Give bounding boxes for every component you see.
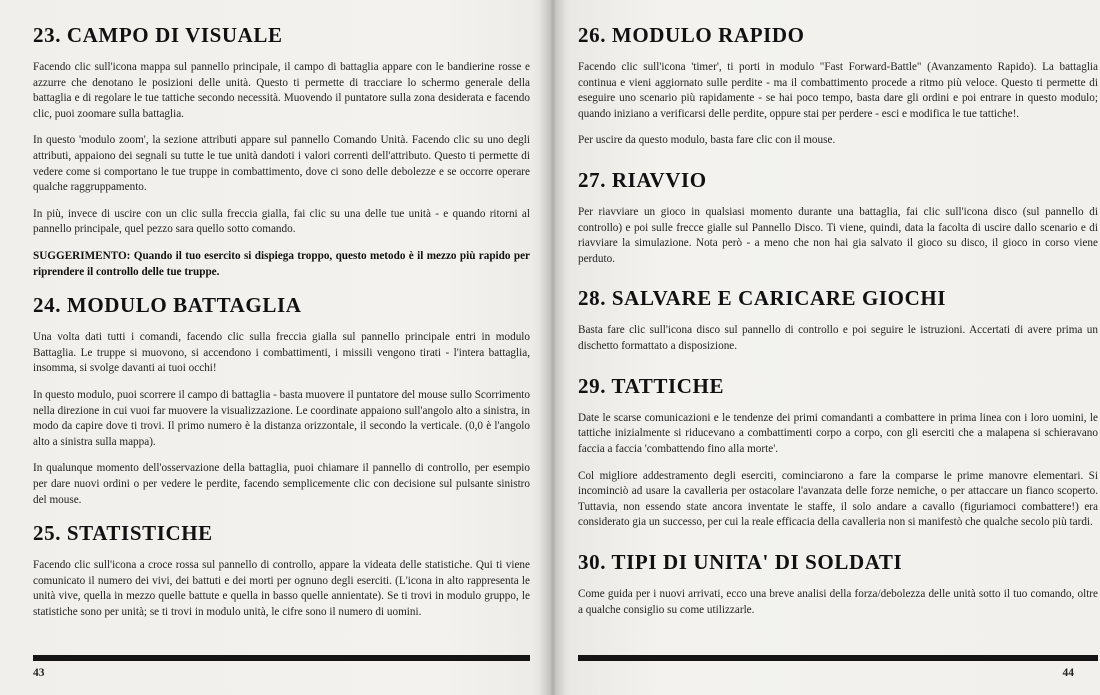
section-title: 28. SALVARE E CARICARE GIOCHI xyxy=(578,286,947,311)
paragraph: Per uscire da questo modulo, basta fare clic con il mouse. xyxy=(578,134,836,147)
section-title: 24. MODULO BATTAGLIA xyxy=(33,293,302,318)
section-24 xyxy=(33,294,530,508)
section-title: 30. TIPI DI UNITA' DI SOLDATI xyxy=(578,549,903,574)
section-27 xyxy=(578,169,1098,267)
section-29 xyxy=(578,375,1098,531)
paragraph: Una volta dati tutti i comandi, facendo clic sulla freccia gialla sul pannello principale entri in modulo Battaglia. Le truppe si muovono, si accendono i combattimenti, i missili vengono tirati - l'intera battaglia, insomma, si svolge davanti ai tuoi occhi! xyxy=(33,331,530,375)
paragraph: Per riavviare un gioco in qualsiasi momento durante una battaglia, fai clic sull'icona disco (sul pannello di controllo) e poi sulle frecce gialle sul Pannello Disco. Ti viene, quindi, data la facolta di uscire dallo scenario e di riavviare la simulazione. Nota però - a meno che non hai gia salvato il gioco su disco, il gioco in corso viene perduto. xyxy=(578,206,1098,265)
right-page-content xyxy=(578,24,1098,629)
section-title: 23. CAMPO DI VISUALE xyxy=(33,23,283,47)
footer-rule xyxy=(578,655,1098,661)
paragraph: Col migliore addestramento degli eserciti, cominciarono a fare la comparse le prime manovre elementari. Si incominciò ad usare la cavalleria per ostacolare l'avanzata delle forze nemiche, o per attaccare un fianco scoperto. Tuttavia, non essendo state ancora inventate le staffe, il solo andare a cavallo (figuriamoci combattere!) era considerato gia un successo, per cui la reale efficacia della cavalleria non si manifestò che qualche secolo più tardi. xyxy=(578,469,1098,529)
section-title: 29. TATTICHE xyxy=(578,373,725,398)
paragraph: In questo modulo, puoi scorrere il campo di battaglia - basta muovere il puntatore del mouse sullo Scorrimento nella direzione in cui vuoi far muovere la visualizzazione. Le coordinate appaiono sull'angolo alto a sinistra, in modo da capire dove ti trovi. Il primo numero è la distanza orizzontale, il secondo la verticale. (0,0 è l'angolo alto a sinistra sulla mappa). xyxy=(33,389,530,448)
section-28 xyxy=(578,287,1098,354)
paragraph: Facendo clic sull'icona a croce rossa sul pannello di controllo, appare la videata delle statistiche. Qui ti viene comunicato il numero dei vivi, dei battuti e dei morti per ognuno degli eserciti. (L'icona in alto rappresenta le unità vive, quella in mezzo quelle battute e quella in basso quelle annientate). Se ti trovi in modulo gruppo, le statistiche sono per unità; se ti trovi in modulo unità, le cifre sono il numero di uomini. xyxy=(33,559,530,618)
section-25 xyxy=(33,522,530,620)
footer-rule xyxy=(33,655,530,661)
paragraph: Facendo clic sull'icona mappa sul pannello principale, il campo di battaglia appare con le bandierine rosse e azzurre che denotano le posizioni delle unità. Questo ti permette di tracciare lo schermo generale della battaglia e di regolare le tue tattiche secondo necessità. Muovendo il puntatore sulla zona desiderata e facendo clic, puoi zoomare sulla battaglia. xyxy=(33,61,530,120)
paragraph: Come guida per i nuovi arrivati, ecco una breve analisi della forza/debolezza delle unità sotto il tuo comando, oltre a qualche consiglio su come utilizzarle. xyxy=(578,587,1098,616)
paragraph: In questo 'modulo zoom', la sezione attributi appare sul pannello Comando Unità. Facendo clic su uno degli attributi, appaiono dei segnali su tutte le tue unità dandoti i valori correnti dell'attributo. Questo ti permette di vedere come si comportano le tue truppe in combattimento, dove ci sono delle debolezze e se occorre operare qualche raggruppamento. xyxy=(33,134,530,194)
section-title: 27. RIAVVIO xyxy=(578,168,707,193)
page-number: 44 xyxy=(1062,667,1074,679)
section-30 xyxy=(578,551,1098,618)
paragraph: Date le scarse comunicazioni e le tendenze dei primi comandanti a combattere in prima linea con i loro uomini, le tattiche inizialmente si riducevano a combattimenti corpo a corpo, con gli eserciti che a malapena si schieravano faccia a faccia 'combattendo fino alla morte'. xyxy=(578,411,1098,455)
page-number: 43 xyxy=(33,667,45,679)
tip-paragraph: SUGGERIMENTO: Quando il tuo esercito si dispiega troppo, questo metodo è il mezzo più rapido per riprendere il controllo delle tue truppe. xyxy=(33,249,530,278)
paragraph: Basta fare clic sull'icona disco sul pannello di controllo e poi seguire le istruzioni. Accertati di avere prima un dischetto formattato a disposizione. xyxy=(578,324,1098,353)
section-title: 25. STATISTICHE xyxy=(33,521,213,546)
section-title: 26. MODULO RAPIDO xyxy=(578,23,805,47)
paragraph: Facendo clic sull'icona 'timer', ti porti in modulo "Fast Forward-Battle" (Avanzamento Rapido). La battaglia continua e vieni aggiornato sulle perdite - ma il combattimento procede a ritmo più veloce. Questo ti permette di eseguire uno scenario più rapidamente - se hai poco tempo, basta dare gli ordini e poi entrare in questo modulo; quando iniziano a verificarsi delle perdite, oppure stai per perdere - esci e modifica le tue tattiche!. xyxy=(578,61,1098,120)
left-page xyxy=(0,0,548,695)
section-26 xyxy=(578,24,1098,149)
paragraph: In qualunque momento dell'osservazione della battaglia, puoi chiamare il pannello di controllo, per esempio per dare nuovi ordini o per vedere le perdite, facendo semplicemente clic con decisione sul pulsante sinistro del mouse. xyxy=(33,462,530,506)
paragraph: In più, invece di uscire con un clic sulla freccia gialla, fai clic su una delle tue unità - e quando ritorni al pannello principale, quel pezzo sara quello sotto comando. xyxy=(33,207,530,236)
left-page-content xyxy=(33,24,530,632)
section-23 xyxy=(33,24,530,280)
right-page xyxy=(552,0,1100,695)
